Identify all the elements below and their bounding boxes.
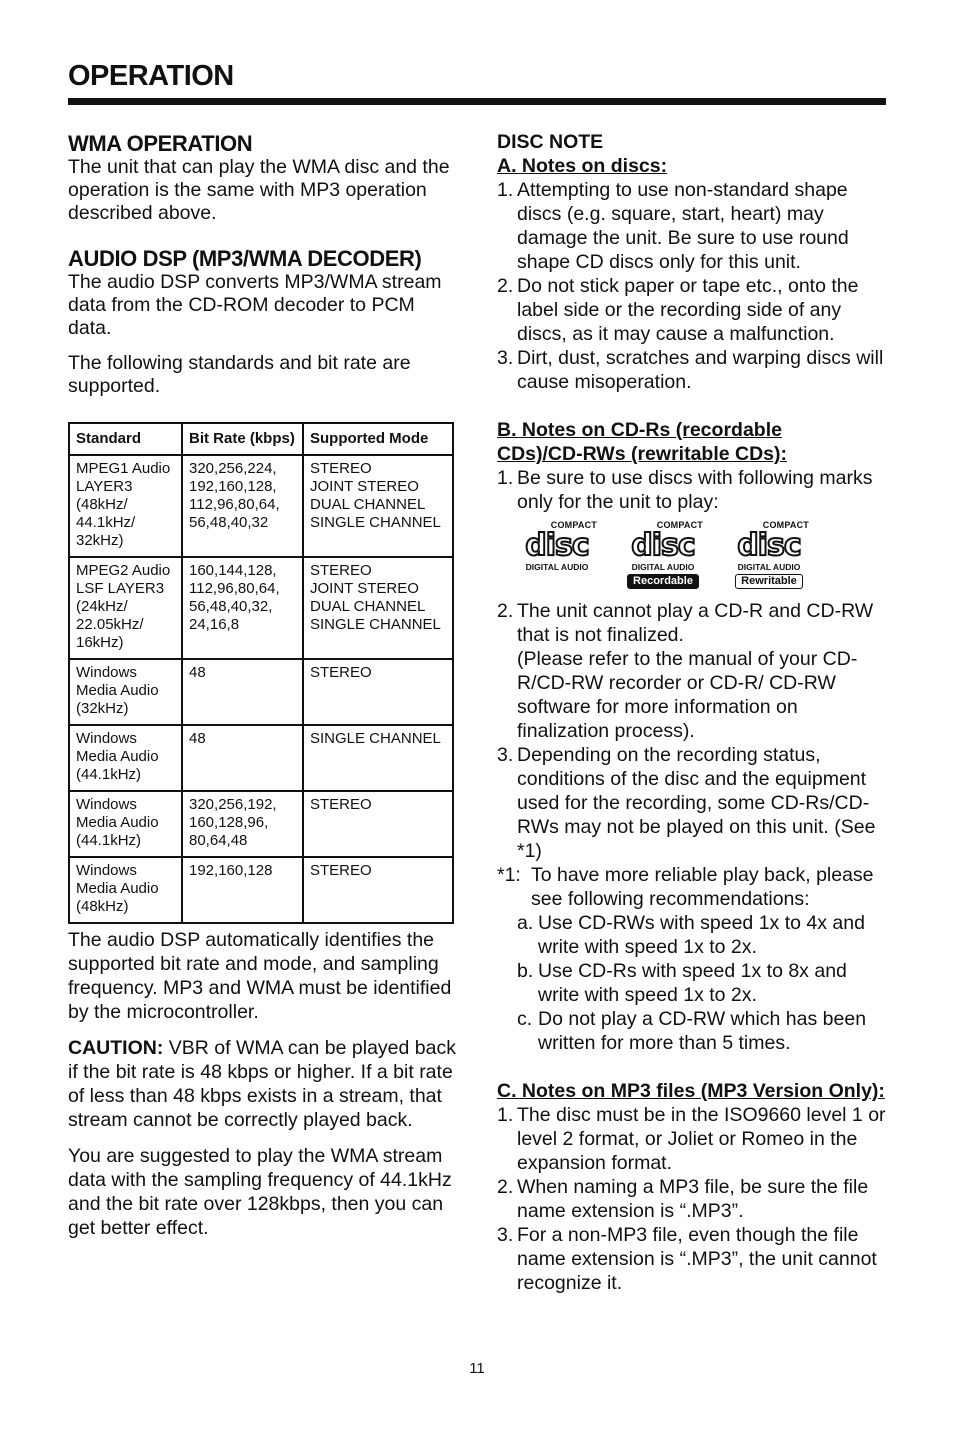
disc-logos — [497, 520, 889, 589]
list-item: 3. Depending on the recording status, conditions of the disc and the equipment used for the recording, some CD-Rs/CD-RWs may not be played on this unit. (See *1) — [497, 744, 876, 862]
list-item: 2. Do not stick paper or tape etc., onto the label side or the recording side of any discs, as it may cause a malfunction. — [497, 275, 859, 345]
disc-mark-icon: disc — [525, 528, 589, 563]
sub-item: a. Use CD-RWs with speed 1x to 4x and write with speed 1x to 2x. — [517, 912, 865, 958]
table-cell: SINGLE CHANNEL — [303, 725, 453, 791]
table-row — [69, 455, 453, 557]
sub-item: b. Use CD-Rs with speed 1x to 8x and write with speed 1x to 2x. — [517, 960, 847, 1006]
table-header-standard: Standard — [69, 423, 182, 455]
table-header-row — [69, 423, 453, 455]
dsp-heading: AUDIO DSP (MP3/WMA DECODER) — [68, 246, 422, 271]
table-cell: 48 — [182, 725, 303, 791]
sub-item: c. Do not play a CD-RW which has been written for more than 5 times. — [517, 1008, 867, 1054]
left-column — [68, 130, 460, 1240]
list-item: 3. For a non-MP3 file, even though the file name extension is “.MP3”, the unit cannot recognize it. — [497, 1224, 877, 1294]
bitrate-table — [68, 422, 454, 924]
caution-label: CAUTION: — [68, 1037, 164, 1059]
disc-mark-icon: disc — [737, 528, 801, 563]
table-cell: MPEG2 Audio LSF LAYER3 (24kHz/ 22.05kHz/ 16kHz) — [69, 557, 182, 659]
notes-c-title: C. Notes on MP3 files (MP3 Version Only): — [497, 1080, 885, 1102]
disc-mark-icon: disc — [631, 528, 695, 563]
table-cell: STEREO — [303, 857, 453, 923]
dsp-paragraph-3: The audio DSP automatically identifies the supported bit rate and mode, and sampling frequency. MP3 and WMA must be identified by the microcontroller. — [68, 929, 452, 1023]
dsp-paragraph-2: The following standards and bit rate are supported. — [68, 352, 411, 397]
list-item: 1. Attempting to use non-standard shape discs (e.g. square, start, heart) may damage the unit. Be sure to use round shape CD discs only for this unit. — [497, 179, 849, 273]
notes-b-title: B. Notes on CD-Rs (recordable CDs)/CD-RWs (rewritable CDs): — [497, 419, 788, 465]
table-header-bitrate: Bit Rate (kbps) — [182, 423, 303, 455]
wma-heading: WMA OPERATION — [68, 131, 253, 156]
table-row — [69, 557, 453, 659]
table-cell: STEREO JOINT STEREO DUAL CHANNEL SINGLE CHANNEL — [303, 455, 453, 557]
title-rule — [68, 98, 886, 105]
table-cell: 192,160,128 — [182, 857, 303, 923]
compact-disc-logo: COMPACT disc DIGITAL AUDIO — [525, 520, 597, 572]
table-row — [69, 659, 453, 725]
notes-a-title: A. Notes on discs: — [497, 155, 668, 177]
table-header-mode: Supported Mode — [303, 423, 453, 455]
table-row — [69, 791, 453, 857]
table-cell: STEREO — [303, 791, 453, 857]
table-cell: 48 — [182, 659, 303, 725]
page-number: 11 — [469, 1360, 485, 1377]
list-item: 2. When naming a MP3 file, be sure the file name extension is “.MP3”. — [497, 1176, 869, 1222]
dsp-paragraph-1: The audio DSP converts MP3/WMA stream data from the CD-ROM decoder to PCM data. — [68, 271, 442, 339]
footnote: *1: To have more reliable play back, please see following recommendations: — [497, 864, 874, 910]
disc-note-heading: DISC NOTE — [497, 131, 604, 153]
table-cell: MPEG1 Audio LAYER3 (48kHz/ 44.1kHz/ 32kHz) — [69, 455, 182, 557]
table-cell: Windows Media Audio (44.1kHz) — [69, 791, 182, 857]
dsp-paragraph-4: You are suggested to play the WMA stream data with the sampling frequency of 44.1kHz and the bit rate over 128kbps, then you can get better effect. — [68, 1145, 452, 1239]
table-cell: Windows Media Audio (32kHz) — [69, 659, 182, 725]
table-cell: STEREO JOINT STEREO DUAL CHANNEL SINGLE CHANNEL — [303, 557, 453, 659]
list-item: 3. Dirt, dust, scratches and warping discs will cause misoperation. — [497, 347, 884, 393]
table-cell: 320,256,224, 192,160,128, 112,96,80,64, 56,48,40,32 — [182, 455, 303, 557]
list-item: 2. The unit cannot play a CD-R and CD-RW that is not finalized. (Please refer to the manual of your CD-R/CD-RW recorder or CD-R/ CD-RW software for more information on finalization process). — [497, 600, 874, 742]
right-column — [497, 130, 889, 1295]
page-title: OPERATION — [68, 60, 234, 92]
table-cell: Windows Media Audio (48kHz) — [69, 857, 182, 923]
compact-disc-rewritable-logo: COMPACT disc DIGITAL AUDIO Rewritable — [729, 520, 809, 589]
table-cell: Windows Media Audio (44.1kHz) — [69, 725, 182, 791]
caution-paragraph — [68, 1036, 460, 1132]
caution-text: VBR of WMA can be played back if the bit rate is 48 kbps or higher. If a bit rate of less than 48 kbps exists in a stream, that stream cannot be correctly played back. — [68, 1037, 456, 1131]
table-cell: 320,256,192, 160,128,96, 80,64,48 — [182, 791, 303, 857]
wma-body: The unit that can play the WMA disc and the operation is the same with MP3 operation described above. — [68, 156, 450, 224]
recordable-tag: Recordable — [627, 574, 699, 589]
list-item: 1. Be sure to use discs with following marks only for the unit to play: — [497, 467, 873, 513]
rewritable-tag: Rewritable — [735, 574, 803, 589]
compact-disc-recordable-logo: COMPACT disc DIGITAL AUDIO Recordable — [623, 520, 703, 589]
table-row — [69, 857, 453, 923]
table-cell: STEREO — [303, 659, 453, 725]
table-row — [69, 725, 453, 791]
table-cell: 160,144,128, 112,96,80,64, 56,48,40,32, 24,16,8 — [182, 557, 303, 659]
list-item: 1. The disc must be in the ISO9660 level 1 or level 2 format, or Joliet or Romeo in the expansion format. — [497, 1104, 886, 1174]
